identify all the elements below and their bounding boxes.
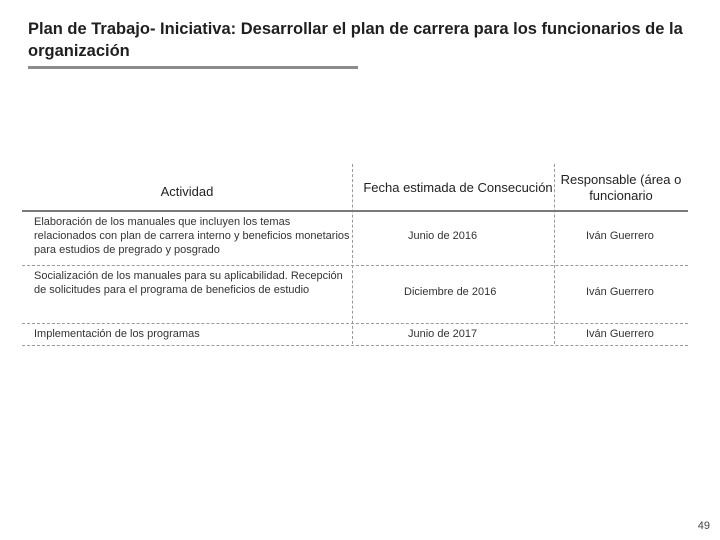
cell-actividad: Elaboración de los manuales que incluyen los temas relacionados con plan de carrera interno y beneficios monetarios para estudios de pregrado y posgrado	[34, 216, 350, 256]
cell-responsable: Iván Guerrero	[586, 328, 654, 340]
cell-actividad: Socialización de los manuales para su aplicabilidad. Recepción de solicitudes para el programa de beneficios de estudio	[34, 270, 343, 296]
cell-fecha: Diciembre de 2016	[404, 286, 497, 298]
cell-responsable: Iván Guerrero	[586, 286, 654, 298]
table-row	[22, 324, 688, 346]
table-row	[22, 212, 688, 266]
page-title: Plan de Trabajo- Iniciativa: Desarrollar el plan de carrera para los funcionarios de la organización	[28, 20, 683, 60]
header-actividad: Actividad	[160, 184, 214, 199]
work-plan-table	[22, 164, 688, 346]
table-header-row	[22, 164, 688, 212]
header-fecha: Fecha estimada de Consecución	[363, 180, 553, 195]
page-number: 49	[697, 520, 710, 532]
cell-fecha: Junio de 2017	[408, 328, 478, 340]
row-divider	[22, 345, 688, 346]
title-underline	[28, 66, 358, 69]
cell-actividad: Implementación de los programas	[34, 328, 200, 340]
cell-responsable: Iván Guerrero	[586, 230, 654, 242]
table-row	[22, 266, 688, 324]
header-responsable: Responsable (área o funcionario	[560, 172, 682, 203]
cell-fecha: Junio de 2016	[408, 230, 478, 242]
